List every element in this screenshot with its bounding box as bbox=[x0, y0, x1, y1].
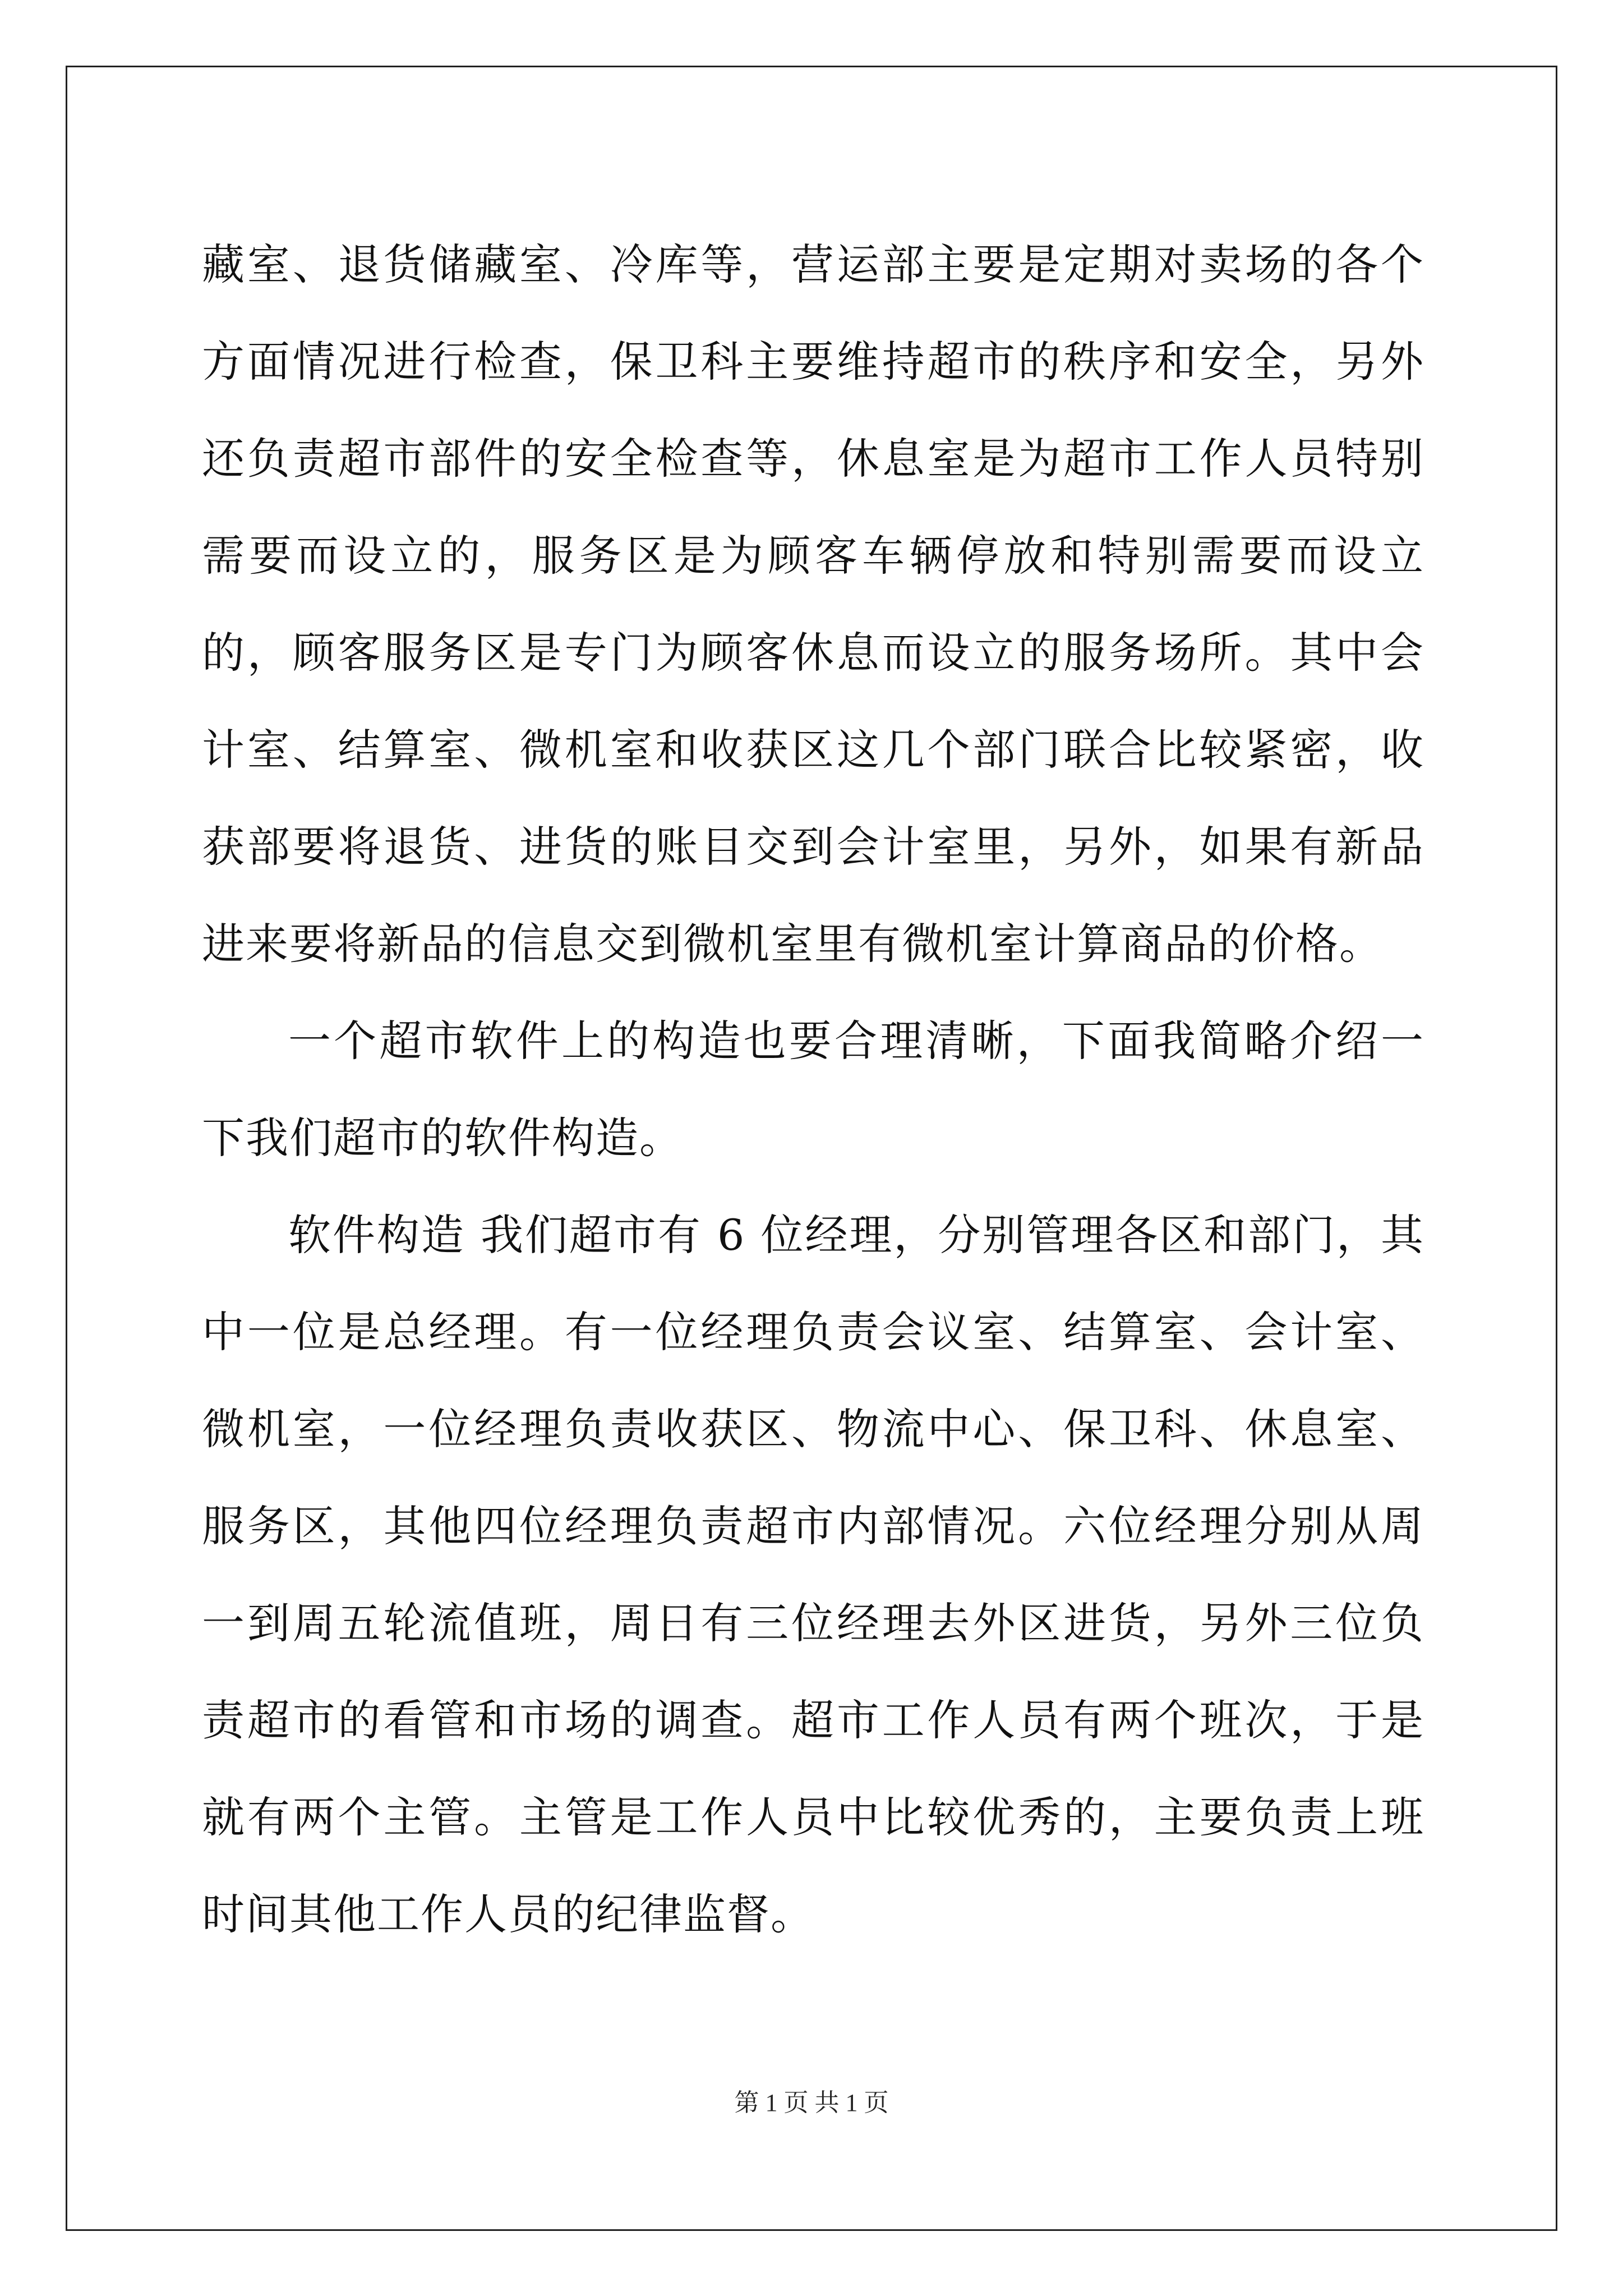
paragraph-3: 软件构造 我们超市有 6 位经理，分别管理各区和部门，其中一位是总经理。有一位经理负责会议室、结算室、会计室、微机室，一位经理负责收获区、物流中心、保卫科、休息室、服务区，其他四位经理负责超市内部情况。六位经理分别从周一到周五轮流值班，周日有三位经理去外区进货，另外三位负责超市的看管和市场的调查。超市工作人员有两个班次，于是就有两个主管。主管是工作人员中比较优秀的，主要负责上班时间其他工作人员的纪律监督。 bbox=[202, 1210, 1424, 1939]
paragraph-2: 一个超市软件上的构造也要合理清晰，下面我简略介绍一下我们超市的软件构造。 bbox=[202, 1016, 1424, 1163]
page-number-footer: 第 1 页 共 1 页 bbox=[734, 2089, 889, 2116]
document-body bbox=[202, 216, 1424, 1963]
paragraph-1: 藏室、退货储藏室、冷库等，营运部主要是定期对卖场的各个方面情况进行检查，保卫科主要维持超市的秩序和安全，另外还负责超市部件的安全检查等，休息室是为超市工作人员特别需要而设立的，服务区是为顾客车辆停放和特别需要而设立的，顾客服务区是专门为顾客休息而设立的服务场所。其中会计室、结算室、微机室和收获区这几个部门联合比较紧密，收获部要将退货、进货的账目交到会计室里，另外，如果有新品进来要将新品的信息交到微机室里有微机室计算商品的价格。 bbox=[202, 240, 1424, 969]
